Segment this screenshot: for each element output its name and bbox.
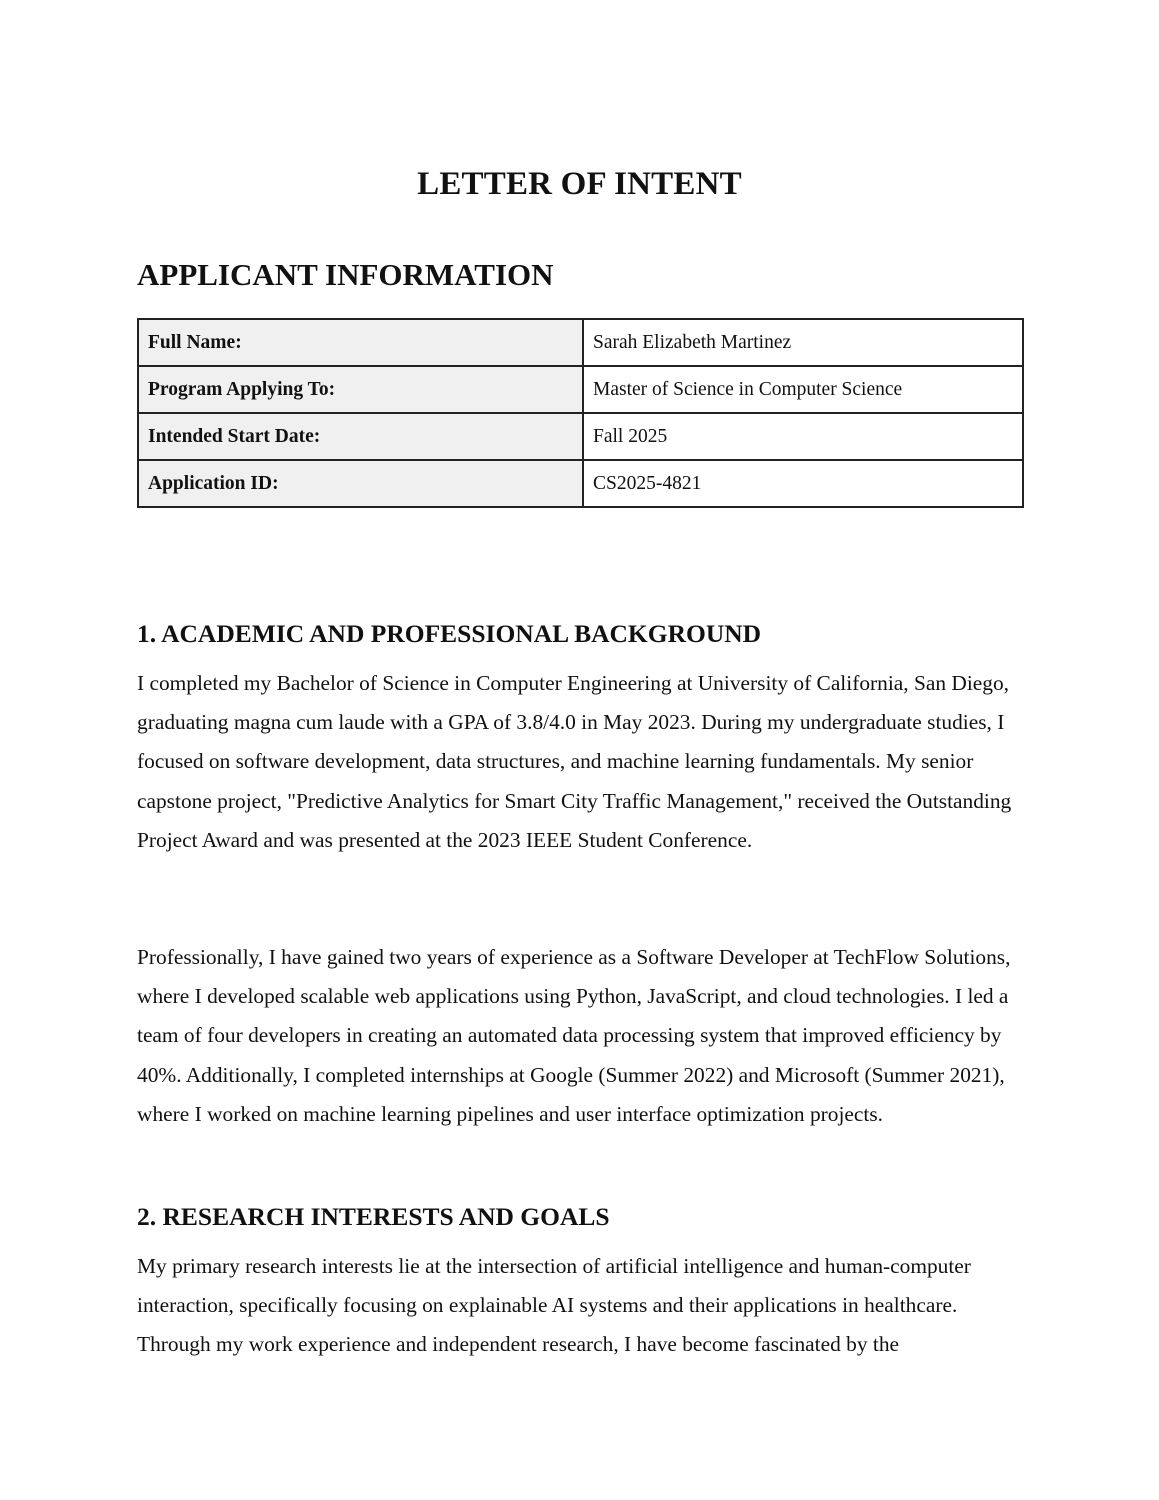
background-paragraph-1: I completed my Bachelor of Science in Computer Engineering at University of California, San Diego, graduating magna cum laude with a GPA of 3.8/4.0 in May 2023. During my undergraduate studies, I focused on software development, data structures, and machine learning fundamentals. My senior capstone project, "Predictive Analytics for Smart City Traffic Management," received the Outstanding Project Award and was presented at the 2023 IEEE Student Conference. <box>137 671 1012 852</box>
table-row <box>138 413 1023 460</box>
background-paragraph-2: Professionally, I have gained two years of experience as a Software Developer at TechFlow Solutions, where I developed scalable web applications using Python, JavaScript, and cloud technologies. I led a team of four developers in creating an automated data processing system that improved efficiency by 40%. Additionally, I completed internships at Google (Summer 2022) and Microsoft (Summer 2021), where I worked on machine learning pipelines and user interface optimization projects. <box>137 945 1011 1126</box>
table-row <box>138 460 1023 507</box>
section-heading-background: 1. ACADEMIC AND PROFESSIONAL BACKGROUND <box>137 619 762 648</box>
section-heading-research: 2. RESEARCH INTERESTS AND GOALS <box>137 1202 610 1231</box>
full-name-label: Full Name: <box>138 319 583 366</box>
application-id-label: Application ID: <box>138 460 583 507</box>
document-title: LETTER OF INTENT <box>417 166 742 202</box>
table-row <box>138 366 1023 413</box>
full-name-value: Sarah Elizabeth Martinez <box>583 319 1023 366</box>
application-id-value: CS2025-4821 <box>583 460 1023 507</box>
applicant-info-heading: APPLICANT INFORMATION <box>137 257 554 292</box>
applicant-info-table <box>137 318 1024 508</box>
start-date-value: Fall 2025 <box>583 413 1023 460</box>
research-paragraph-1: My primary research interests lie at the intersection of artificial intelligence and human-computer interaction, specifically focusing on explainable AI systems and their applications in healthcare. Through my work experience and independent research, I have become fascinated by the <box>137 1254 971 1357</box>
start-date-label: Intended Start Date: <box>138 413 583 460</box>
program-label: Program Applying To: <box>138 366 583 413</box>
program-value: Master of Science in Computer Science <box>583 366 1023 413</box>
table-row <box>138 319 1023 366</box>
